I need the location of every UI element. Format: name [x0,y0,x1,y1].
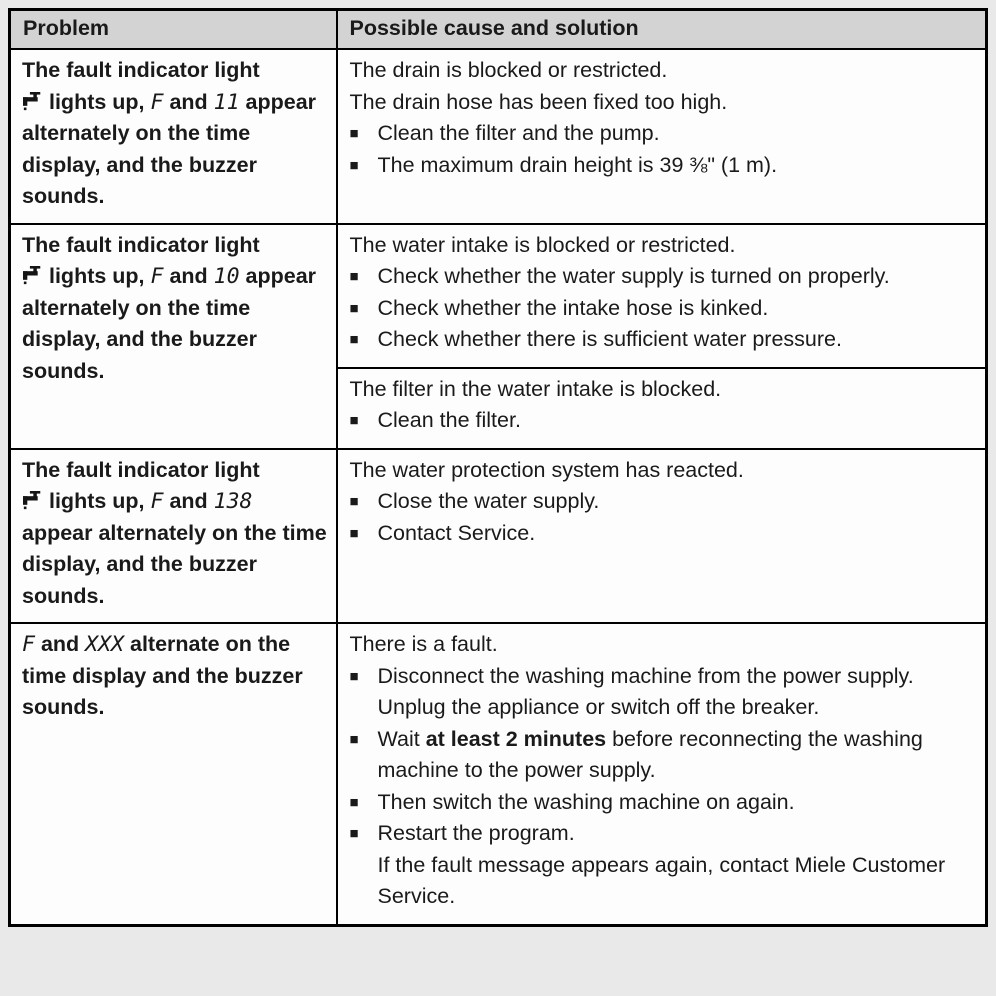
step-text-bold: at least 2 minutes [425,726,607,751]
bullet-icon: ■ [349,493,359,510]
bullet-icon: ■ [349,268,359,285]
problem-text: appear alternately on the time display, and the buzzer sounds. [22,520,327,608]
step-text: Clean the filter. [377,408,521,432]
cause-text [350,374,974,406]
cause-text [350,55,974,87]
bullet-icon: ■ [349,299,359,317]
bullet-icon: ■ [349,125,359,142]
bullet-icon: ■ [349,793,359,811]
bullet-icon: ■ [349,667,359,685]
solution-step [350,261,974,293]
problem-text: appear alternately on the time display, and the buzzer sounds. [22,264,317,383]
fault-code-f: F [150,264,164,289]
troubleshooting-table [8,8,988,927]
step-text: Then switch the washing machine on again. [377,789,795,814]
step-text: Contact Service. [377,520,536,545]
problem-text: The fault indicator light [22,457,260,482]
cause-text: There is a fault. [349,632,498,656]
step-text-post: before reconnecting the washing machine to the power supply. [377,726,923,782]
bullet-icon: ■ [349,412,359,429]
cause-block [338,50,986,192]
problem-text: and [169,264,208,288]
table-row [10,449,987,624]
cause-block [338,624,986,924]
bullet-icon: ■ [349,331,359,348]
problem-text: and [169,89,208,114]
problem-header-cell: Problem [10,10,337,50]
solution-step [350,787,974,819]
solution-step [350,150,974,182]
cause-text [350,629,974,661]
bullet-icon: ■ [349,825,359,842]
tap-icon [22,491,43,510]
cause-block [338,225,986,367]
problem-cell [10,623,337,925]
step-text: Close the water supply. [377,489,600,513]
solution-step [350,818,974,850]
cause-text: The filter in the water intake is blocked. [349,376,722,401]
problem-text: appear alternately on the time display, and the buzzer sounds. [22,89,317,208]
cause-text [350,455,974,487]
bullet-icon: ■ [349,730,359,748]
solution-step [350,405,974,437]
cause-block [338,450,986,561]
step-text: Disconnect the washing machine from the power supply. Unplug the appliance or switch off the breaker. [377,663,914,719]
solution-cell [337,224,987,449]
tap-icon [22,92,43,111]
step-text: The maximum drain height is 39 ⅜" (1 m). [377,152,778,177]
cause-block [338,367,986,448]
problem-text: The fault indicator light [22,232,260,257]
cause-text [350,87,974,119]
fault-code-f: F [150,89,164,115]
problem-cell [10,224,337,449]
fault-code: 138 [213,489,253,514]
fault-code: 11 [213,89,240,115]
table-row [10,224,987,449]
step-text: Check whether there is sufficient water pressure. [377,327,842,351]
solution-step [350,518,974,550]
header-row [10,10,987,50]
problem-cell [10,449,337,624]
problem-text: and [40,632,80,656]
solution-step [350,118,974,150]
problem-text: lights up, [48,89,145,114]
table-row [10,49,987,224]
problem-text: The fault indicator light [22,58,260,82]
solution-step [350,324,974,356]
step-text: If the fault message appears again, contact Miele Customer Service. [377,852,946,908]
solution-cell [337,623,987,925]
fault-code: 10 [213,264,240,289]
step-text: Check whether the intake hose is kinked. [377,295,769,320]
step-text [378,724,974,787]
problem-cell [10,49,337,224]
cause-text [350,230,974,262]
solution-step [350,724,974,787]
cause-text: The drain hose has been fixed too high. [349,89,728,114]
cause-text: The water protection system has reacted. [349,457,744,482]
cause-text: The water intake is blocked or restricted. [349,232,736,257]
bullet-icon: ■ [349,524,359,542]
problem-text: lights up, [48,489,145,513]
solution-cell [337,449,987,624]
table-row [10,623,987,925]
bullet-icon: ■ [349,156,359,174]
fault-code-f: F [22,632,35,657]
problem-text: and [169,489,208,513]
solution-cell [337,49,987,224]
solution-step [350,486,974,518]
solution-step [350,293,974,325]
step-text: Restart the program. [377,821,575,845]
solution-step-continuation [350,850,974,913]
cause-text: The drain is blocked or restricted. [349,58,668,82]
solution-step [350,661,974,724]
tap-icon [22,266,43,285]
step-text-pre: Wait [377,726,426,751]
problem-text: lights up, [48,264,145,288]
fault-code-f: F [150,489,164,514]
problem-text: alternate on the time display and the buzzer sounds. [22,632,303,719]
fault-code: XXX [85,632,124,657]
step-text: Clean the filter and the pump. [377,121,660,145]
solution-header-cell: Possible cause and solution [337,10,987,50]
step-text: Check whether the water supply is turned on properly. [377,264,890,288]
